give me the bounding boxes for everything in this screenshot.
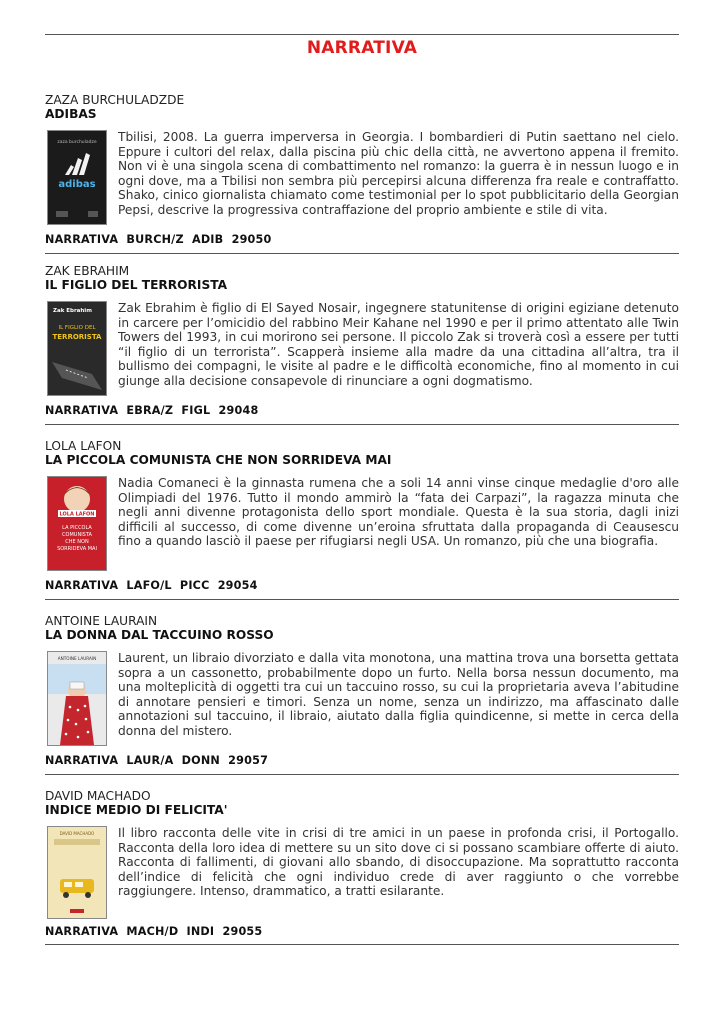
book-author: ZAK EBRAHIM	[45, 264, 130, 278]
book-author: ANTOINE LAURAIN	[45, 614, 158, 628]
book-entry	[45, 264, 679, 417]
shelf-mark: NARRATIVA LAFO/L PICC 29054	[45, 579, 258, 592]
svg-text:adibas: adibas	[58, 179, 96, 190]
book-description: Zak Ebrahim è figlio di El Sayed Nosair, ingegnere statunitense di origini egiziane detenuto in carcere per l’omicidio del rabbino Meir Kahane nel 1990 e per il primo attentato alle Twin Towers del 1993, in cui morirono sei persone. Il piccolo Zak si troverà così a essere per tutti “il figlio di un terrorista”. Scapperà insieme alla madre da una cittadina all’altra, tra il bullismo dei compagni, le visite al padre e le difficoltà economiche, fino al momento in cui giunge alla decisione consapevole di rinunciare a ogni dogmatismo.	[118, 301, 679, 388]
entry-divider	[45, 424, 679, 425]
svg-text:ANTOINE LAURAIN: ANTOINE LAURAIN	[57, 656, 97, 661]
svg-text:LA PICCOLA: LA PICCOLA	[62, 525, 92, 531]
book-cover-image	[47, 130, 107, 225]
top-rule	[45, 34, 679, 35]
shelf-mark: NARRATIVA EBRA/Z FIGL 29048	[45, 404, 259, 417]
book-entry	[45, 789, 679, 938]
entry-divider	[45, 944, 679, 945]
entry-divider	[45, 599, 679, 600]
svg-text:IL FIGLIO DEL: IL FIGLIO DEL	[58, 325, 96, 331]
svg-text:SORRIDEVA MAI: SORRIDEVA MAI	[57, 546, 97, 552]
svg-text:COMUNISTA: COMUNISTA	[62, 532, 92, 538]
book-author: ZAZA BURCHULADZDE	[45, 93, 185, 107]
book-description: Laurent, un libraio divorziato e dalla vita monotona, una mattina trova una borsetta gettata sopra a un cassonetto, probabilmente dopo un furto. Nella borsa nessun documento, ma una molteplicità di oggetti tra cui un taccuino rosso, su cui la proprietaria aveva l’abitudine di annotare pensieri e timori. Senza un nome, senza un indirizzo, ma affascinato dalle annotazioni sul taccuino, il libraio, aiutato dalla figlia quindicenne, si mette in cerca della donna del mistero.	[118, 651, 679, 738]
book-cover-image	[47, 651, 107, 746]
book-title: LA PICCOLA COMUNISTA CHE NON SORRIDEVA MAI	[45, 453, 392, 467]
shelf-mark: NARRATIVA LAUR/A DONN 29057	[45, 754, 269, 767]
book-cover-image	[47, 826, 107, 919]
book-title: ADIBAS	[45, 107, 97, 121]
svg-text:CHE NON: CHE NON	[65, 539, 89, 545]
book-author: DAVID MACHADO	[45, 789, 151, 803]
svg-text:Zak Ebrahim: Zak Ebrahim	[53, 308, 92, 314]
book-title: LA DONNA DAL TACCUINO ROSSO	[45, 628, 274, 642]
book-title: INDICE MEDIO DI FELICITA'	[45, 803, 228, 817]
book-entry	[45, 93, 679, 246]
svg-text:LOLA LAFON: LOLA LAFON	[59, 511, 95, 518]
book-description: Tbilisi, 2008. La guerra imperversa in Georgia. I bombardieri di Putin saettano nel cielo. Eppure i cultori del relax, dalla piscina più chic della città, ne avvertono appena il fremito. Non vi è una singola scena di combattimento nel romanzo: la guerra è in nessun luogo e in ogni dove, ma a Tbilisi non sembra più percepirsi alcuna differenza fra reale e contraffatto. Shako, cinico giornalista chiamato come testimonial per lo spot pubblicitario della Georgian Pepsi, descrive la progressiva contraffazione del proprio ambiente e stile di vita.	[118, 130, 679, 217]
shelf-mark: NARRATIVA MACH/D INDI 29055	[45, 925, 263, 938]
svg-text:DAVID MACHADO: DAVID MACHADO	[59, 831, 95, 836]
book-entry	[45, 614, 679, 767]
entry-divider	[45, 774, 679, 775]
book-description: Il libro racconta delle vite in crisi di tre amici in un paese in profonda crisi, il Portogallo. Racconta della loro idea di mettere su un sito dove ci si possano scambiare offerte di aiuto. Racconta di fallimenti, di giovani allo sbando, di disoccupazione. Ma soprattutto racconta dell’indice di felicità che ogni individuo crede di aver raggiunto o che vorrebbe raggiungere. Intenso, drammatico, a tratti esilarante.	[118, 826, 679, 899]
book-author: LOLA LAFON	[45, 439, 122, 453]
book-description: Nadia Comaneci è la ginnasta rumena che a soli 14 anni vinse cinque medaglie d'oro alle Olimpiadi del 1976. Tutto il mondo ammirò la “fata dei Carpazi”, la ragazza minuta che negli anni divenne protagonista dello sport mondiale. Questa è la sua storia, dagli inizi difficili al successo, di come divenne un’eroina sfruttata dalla propaganda di Ceausescu fino a quando lasciò il paese per rifugiarsi negli USA. Un romanzo, più che una biografia.	[118, 476, 679, 549]
shelf-mark: NARRATIVA BURCH/Z ADIB 29050	[45, 233, 272, 246]
book-title: IL FIGLIO DEL TERRORISTA	[45, 278, 228, 292]
svg-text:TERRORISTA: TERRORISTA	[52, 333, 102, 341]
page-title: NARRATIVA	[306, 38, 418, 58]
book-cover-image	[47, 476, 107, 571]
svg-text:zaza burchuladze: zaza burchuladze	[57, 140, 97, 145]
entry-divider	[45, 253, 679, 254]
book-cover-image	[47, 301, 107, 396]
book-entry	[45, 439, 679, 592]
